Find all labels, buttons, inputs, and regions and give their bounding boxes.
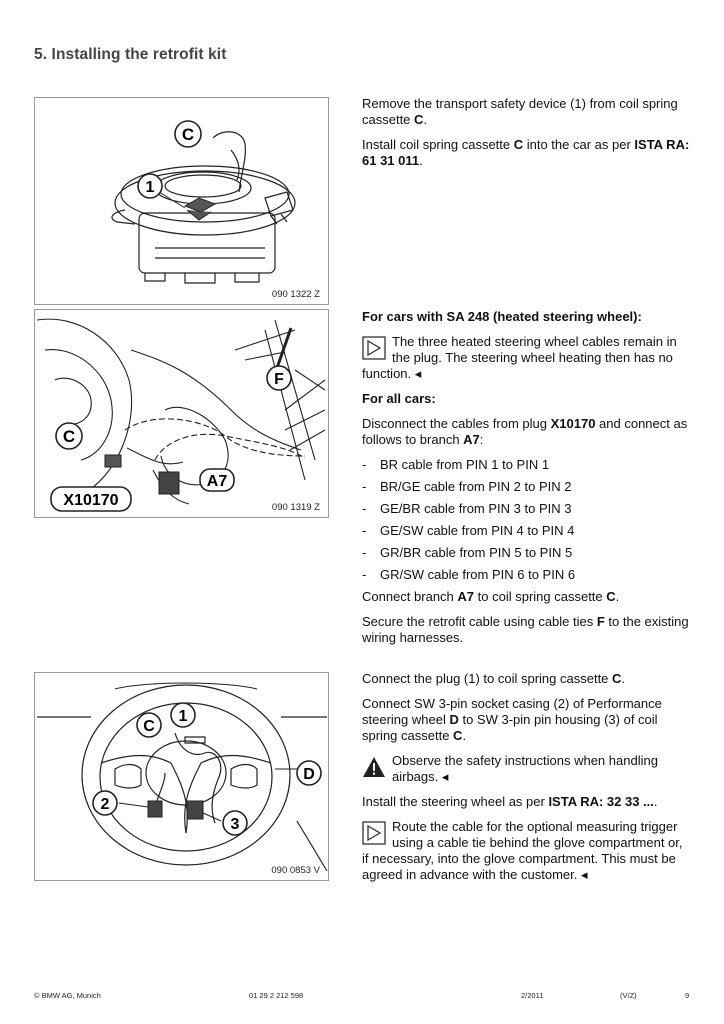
label-c: C (181, 125, 195, 144)
footer-copyright: © BMW AG, Munich (34, 991, 101, 1000)
list-item: - GE/SW cable from PIN 4 to PIN 4 (362, 523, 692, 539)
note-icon (362, 336, 386, 360)
label-1: 1 (145, 179, 155, 196)
figure-code: 090 0853 V (271, 865, 320, 876)
list-item: - GR/BR cable from PIN 5 to PIN 5 (362, 545, 692, 561)
figure-code: 090 1319 Z (271, 502, 320, 513)
paragraph: Secure the retrofit cable using cable ties F to the existing wiring harnesses. (362, 614, 689, 645)
list-item: - BR cable from PIN 1 to PIN 1 (362, 457, 692, 473)
paragraph: Connect branch A7 to coil spring cassette C. (362, 589, 620, 604)
paragraph: Install coil spring cassette C into the car as per ISTA RA: 61 31 011. (362, 137, 690, 168)
note-icon (362, 821, 386, 845)
instructions-block-1 (362, 96, 692, 178)
label-c: C (143, 718, 155, 735)
coil-spring-cassette-illustration (35, 98, 328, 304)
figure-steering-wheel (34, 672, 329, 881)
footer-doc-number: 01 29 2 212 598 (249, 991, 304, 1000)
label-d: D (303, 766, 315, 783)
label-1: 1 (178, 708, 188, 725)
end-mark: ◂ (414, 366, 422, 381)
section-title: 5. Installing the retrofit kit (34, 46, 227, 63)
list-item: - GE/BR cable from PIN 3 to PIN 3 (362, 501, 692, 517)
end-mark: ◂ (441, 769, 449, 784)
steering-wheel-illustration (35, 673, 328, 880)
paragraph: Connect SW 3-pin socket casing (2) of Performance steering wheel D to SW 3-pin pin housing (3) of coil spring cassette C. (362, 696, 662, 743)
label-3: 3 (230, 816, 240, 833)
heading-all-cars: For all cars: (362, 391, 436, 406)
instructions-block-2 (362, 309, 692, 655)
figure-code: 090 1322 Z (271, 289, 320, 300)
end-mark: ◂ (580, 867, 588, 882)
footer-code: (V/Z) (620, 991, 637, 1000)
note-paragraph: Route the cable for the optional measuring trigger using a cable tie behind the glove compartment or, if necessary, into the glove compartment. This must be agreed in advance with the customer. ◂ (362, 819, 683, 882)
paragraph: Connect the plug (1) to coil spring cassette C. (362, 671, 626, 686)
label-2: 2 (100, 796, 110, 813)
paragraph: Install the steering wheel as per ISTA RA: 32 33 .... (362, 794, 658, 809)
warning-icon (362, 755, 386, 779)
instructions-block-3 (362, 671, 692, 892)
label-f: F (274, 371, 284, 388)
note-paragraph: The three heated steering wheel cables remain in the plug. The steering wheel heating then has no function. ◂ (362, 334, 677, 381)
paragraph: Remove the transport safety device (1) from coil spring cassette C. (362, 96, 678, 127)
figure-coil-spring-cassette (34, 97, 329, 305)
heading-sa248: For cars with SA 248 (heated steering wheel): (362, 309, 642, 324)
paragraph: Disconnect the cables from plug X10170 and connect as follows to branch A7: (362, 416, 688, 447)
label-c: C (62, 427, 76, 446)
page-number: 9 (685, 991, 690, 1000)
footer-date: 2/2011 (521, 991, 544, 1000)
label-x10170: X10170 (63, 492, 119, 509)
list-item: - GR/SW cable from PIN 6 to PIN 6 (362, 567, 692, 583)
figure-wiring-harness (34, 309, 329, 518)
warning-paragraph: Observe the safety instructions when handling airbags. ◂ (362, 753, 692, 785)
label-a7: A7 (206, 473, 228, 490)
wiring-harness-illustration (35, 310, 328, 517)
list-item: - BR/GE cable from PIN 2 to PIN 2 (362, 479, 692, 495)
